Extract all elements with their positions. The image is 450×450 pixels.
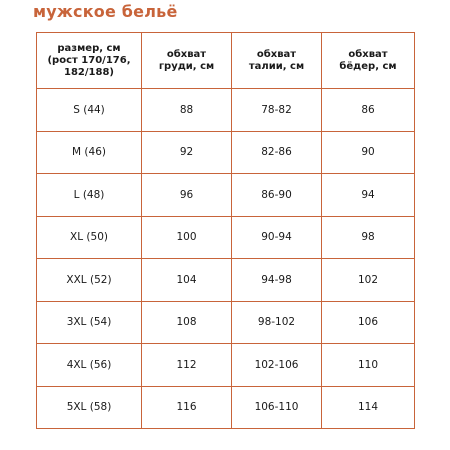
- cell-size: 4XL (56): [37, 344, 142, 387]
- cell-chest: 108: [142, 301, 232, 344]
- cell-hips: 90: [322, 131, 415, 174]
- table-header-row: [37, 33, 415, 89]
- cell-hips: 106: [322, 301, 415, 344]
- cell-chest: 96: [142, 174, 232, 217]
- cell-hips: 86: [322, 89, 415, 132]
- table-row: [37, 259, 415, 302]
- cell-chest: 92: [142, 131, 232, 174]
- cell-size: XXL (52): [37, 259, 142, 302]
- cell-waist: 94-98: [232, 259, 322, 302]
- cell-waist: 102-106: [232, 344, 322, 387]
- cell-chest: 100: [142, 216, 232, 259]
- cell-chest: 112: [142, 344, 232, 387]
- header-chest: обхват груди, см: [142, 33, 232, 89]
- table-row: [37, 386, 415, 429]
- cell-size: XL (50): [37, 216, 142, 259]
- cell-size: 5XL (58): [37, 386, 142, 429]
- cell-waist: 98-102: [232, 301, 322, 344]
- cell-size: 3XL (54): [37, 301, 142, 344]
- cell-hips: 110: [322, 344, 415, 387]
- table-row: [37, 216, 415, 259]
- table-row: [37, 89, 415, 132]
- cell-waist: 86-90: [232, 174, 322, 217]
- page-title: мужское бельё: [33, 2, 178, 21]
- cell-size: L (48): [37, 174, 142, 217]
- table-row: [37, 174, 415, 217]
- cell-waist: 82-86: [232, 131, 322, 174]
- cell-waist: 106-110: [232, 386, 322, 429]
- cell-size: M (46): [37, 131, 142, 174]
- cell-hips: 114: [322, 386, 415, 429]
- cell-chest: 116: [142, 386, 232, 429]
- cell-hips: 94: [322, 174, 415, 217]
- size-chart-table: [36, 32, 415, 429]
- cell-hips: 102: [322, 259, 415, 302]
- cell-hips: 98: [322, 216, 415, 259]
- table-row: [37, 301, 415, 344]
- cell-waist: 78-82: [232, 89, 322, 132]
- header-waist: обхват талии, см: [232, 33, 322, 89]
- table-row: [37, 344, 415, 387]
- cell-waist: 90-94: [232, 216, 322, 259]
- table-row: [37, 131, 415, 174]
- cell-chest: 104: [142, 259, 232, 302]
- cell-chest: 88: [142, 89, 232, 132]
- header-size: размер, см (рост 170/176, 182/188): [37, 33, 142, 89]
- cell-size: S (44): [37, 89, 142, 132]
- header-hips: обхват бёдер, см: [322, 33, 415, 89]
